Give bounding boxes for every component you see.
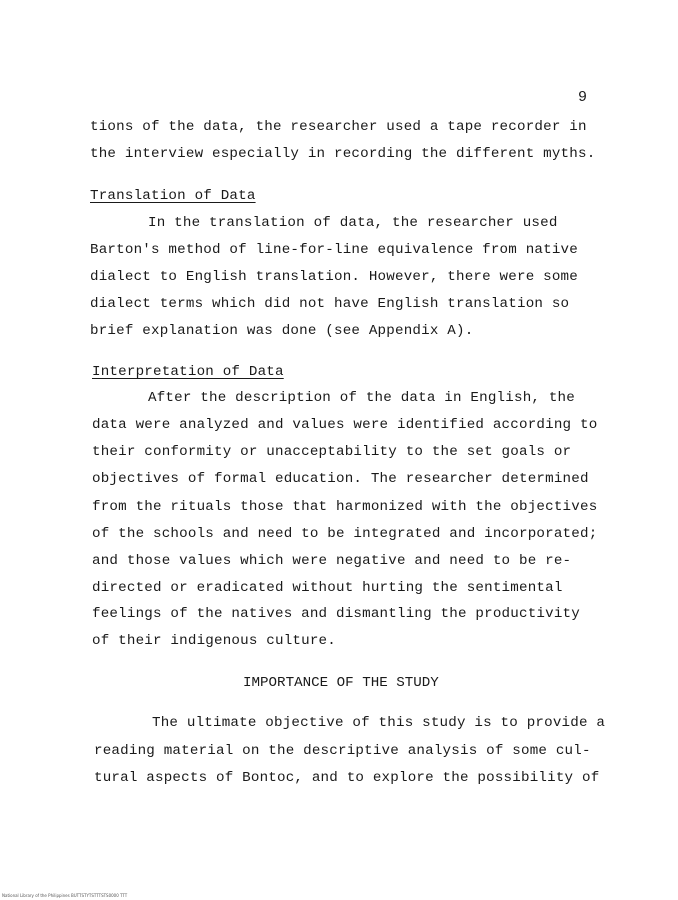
text-line: their conformity or unacceptability to the set goals or bbox=[92, 444, 572, 460]
text-line: In the translation of data, the researcher used bbox=[148, 215, 558, 231]
section-heading-importance: IMPORTANCE OF THE STUDY bbox=[243, 675, 439, 691]
text-line: feelings of the natives and dismantling the productivity bbox=[92, 606, 580, 622]
text-line: of the schools and need to be integrated and incorporated; bbox=[92, 526, 598, 542]
scan-footer: National Library of the Philippines BUTTSTYTSTTTSTS0000 TTT bbox=[2, 893, 128, 898]
text-line: dialect to English translation. However, there were some bbox=[90, 269, 578, 285]
text-line: from the rituals those that harmonized with the objectives bbox=[92, 499, 598, 515]
text-line: objectives of formal education. The researcher determined bbox=[92, 471, 589, 487]
section-heading-interpretation: Interpretation of Data bbox=[92, 364, 284, 380]
text-line: The ultimate objective of this study is to provide a bbox=[152, 715, 606, 731]
text-line: the interview especially in recording the different myths. bbox=[90, 146, 596, 162]
text-line: After the description of the data in English, the bbox=[148, 390, 575, 406]
text-line: dialect terms which did not have English translation so bbox=[90, 296, 570, 312]
section-heading-translation: Translation of Data bbox=[90, 188, 256, 204]
text-line: tions of the data, the researcher used a tape recorder in bbox=[90, 119, 587, 135]
text-line: and those values which were negative and need to be re- bbox=[92, 553, 572, 569]
text-line: tural aspects of Bontoc, and to explore the possibility of bbox=[94, 770, 600, 786]
text-line: directed or eradicated without hurting the sentimental bbox=[92, 580, 563, 596]
text-line: brief explanation was done (see Appendix A). bbox=[90, 323, 474, 339]
page-number: 9 bbox=[578, 89, 588, 106]
text-line: Barton's method of line-for-line equivalence from native bbox=[90, 242, 578, 258]
text-line: reading material on the descriptive analysis of some cul- bbox=[94, 743, 591, 759]
text-line: of their indigenous culture. bbox=[92, 633, 336, 649]
text-line: data were analyzed and values were identified according to bbox=[92, 417, 598, 433]
